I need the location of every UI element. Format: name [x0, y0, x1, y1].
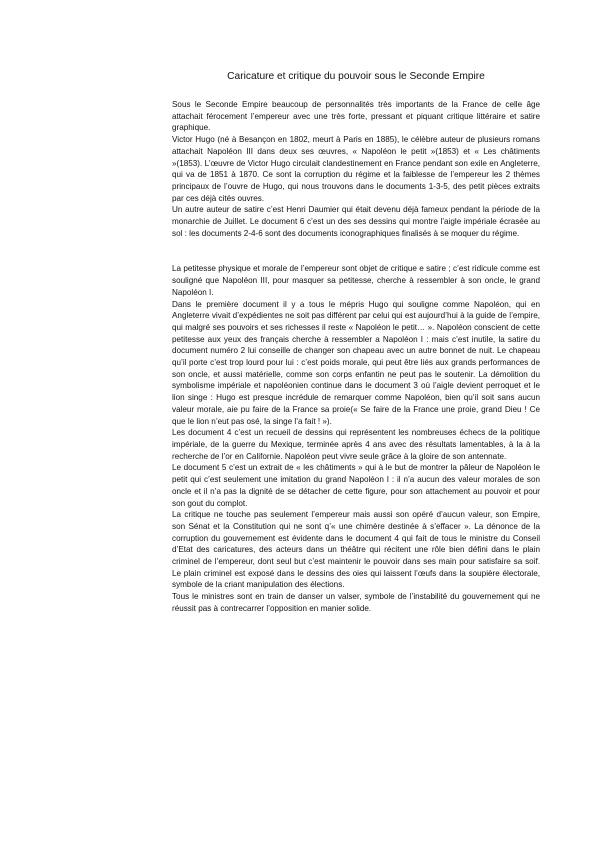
- section-spacer: [172, 239, 540, 263]
- document-page: [172, 70, 540, 615]
- intro-paragraph-3: Un autre auteur de satire c’est Henri Daumier qui était devenu déjà fameux pendant la période de la monarchie de Juillet. Le document 6 c’est un des ses dessins qui montre l’aigle impériale écrasée au sol : les documents 2-4-6 sont des documents iconographiques finalisés à se moquer du régime.: [172, 205, 540, 238]
- body-paragraph-5: La critique ne touche pas seulement l’empereur mais aussi son opéré d’aucun valeur, son Empire, son Sénat et la Constitution qui ne sont q’« une chimère destinée à s’effacer ». La dénonce de la corruption du gouvernement est évidente dans le document 4 qui fait de tous le ministre du Conseil d’Etat des caricatures, des acteurs dans un théâtre qui récitent une rôle bien défini dans le plain criminel de l’empereur, dont seul but c’est maintenir le pouvoir dans ses main pour satisfaire sa soif. Le plain criminel est exposé dans le dessins des oies qui laissent l’œufs dans la soupière électorale, symbole de la criant manipulation des élections.: [172, 510, 540, 590]
- intro-paragraph-1: Sous le Seconde Empire beaucoup de personnalités très importants de la France de celle âge attachait férocement l’empereur avec une très forte, pressant et piquant critique littéraire et satire graphique.: [172, 100, 540, 133]
- body-paragraph-3: Les document 4 c’est un recueil de dessins qui représentent les nombreuses échecs de la politique impériale, de la guerre du Mexique, terminée après 4 ans avec des résultats lamentables, à la à la recherche de l’or en Californie. Napoléon peut vivre seule grâce à la gloire de son antennate.: [172, 428, 540, 461]
- intro-paragraph-2: Victor Hugo (né à Besançon en 1802, meurt à Paris en 1885), le célèbre auteur de plusieurs romans attachait Napoléon III dans deux ses œuvres, « Napoléon le petit »(1853) et « Les châtiments »(1853). L’œuvre de Victor Hugo circulait clandestinement en France pendant son exile en Angleterre, qui va de 1851 à 1870. Ce sont la corruption du régime et la faiblesse de l’empereur les 2 thèmes principaux de l’ouvre de Hugo, qui nous trouvons dans le documents 1-3-5, des petit pièces extraits par ces déjà cités ouvres.: [172, 135, 540, 203]
- body-paragraph-4: Le document 5 c’est un extrait de « les châtiments » qui à le but de montrer la pâleur de Napoléon le petit qui c’est seulement une imitation du grand Napoléon I : il n’a aucun des valeur morales de son oncle et il n’a pas la dignité de se détacher de cette figure, pour son attachement au pouvoir et pour son gout du complot.: [172, 463, 540, 508]
- body-paragraph-6: Tous le ministres sont en train de danser un valser, symbole de l’instabilité du gouvernement qui ne réussit pas à contrecarrer l’opposition en manier solide.: [172, 592, 540, 613]
- document-title: Caricature et critique du pouvoir sous le Seconde Empire: [227, 71, 485, 82]
- body-paragraph-1: La petitesse physique et morale de l’empereur sont objet de critique e satire ; c’est ridicule comme est souligné que Napoléon III, pour masquer sa petitesse, cherche à ressembler à son oncle, le grand Napoléon I.: [172, 264, 540, 297]
- body-paragraph-2: Dans le première document il y a tous le mépris Hugo qui souligne comme Napoléon, qui en Angleterre vivait d’expédientes ne soit pas différent par celui qui est aujourd’hui à la guide de l’empire, qui malgré ses pouvoirs et ses richesses il reste « Napoléon le petit… ». Napoléon conscient de cette petitesse aux yeux des français cherche à ressembler a Napoléon I : mais c’est inutile, la satire du document numéro 2 lui conseille de changer son chapeau avec un autre bonnet de nuit. Le chapeau qu’il porte c’est trop lourd pour lui : c’est poids morale, qui peut être liés aux grands performances de son oncle, et aussi matérielle, comme son corps enfantin ne peut pas le soutenir. La démolition du symbolisme impériale et napoléonien continue dans le document 3 où l’aigle devient perroquet et le lion singe : Hugo est presque incrédule de remarquer comme Napoléon, bien qu’il soit sans aucun valeur morale, aie pu faire de la France sa proie(« Se faire de la France une proie, grand Dieu ! Ce que le lion n’eut pas osé, la singe l’a fait ! »).: [172, 299, 540, 426]
